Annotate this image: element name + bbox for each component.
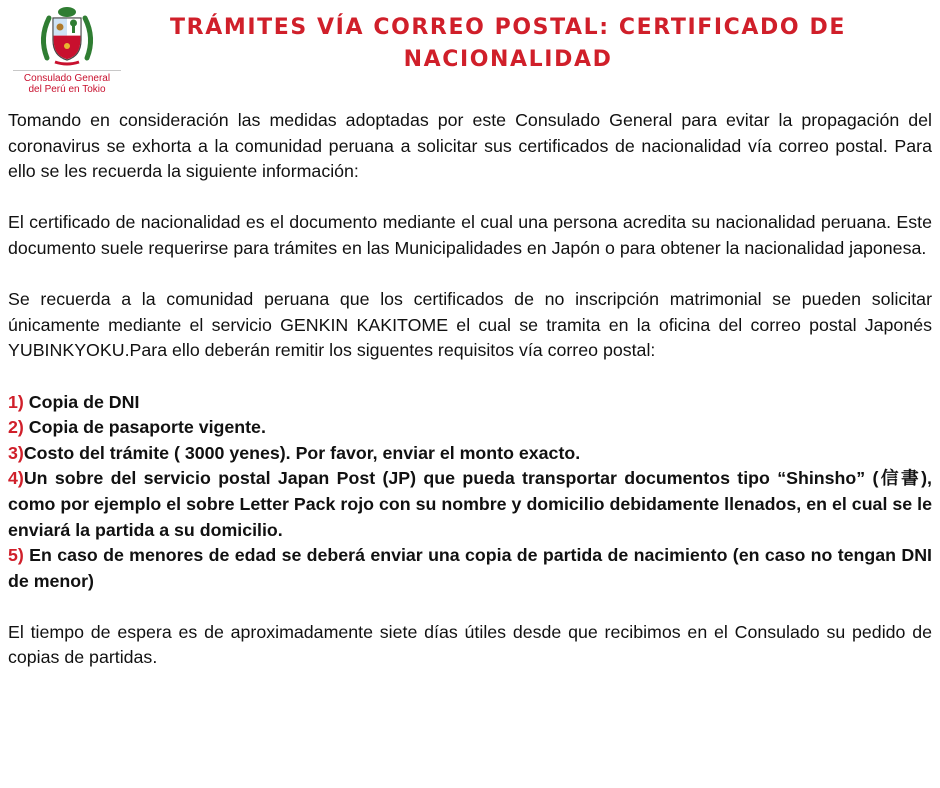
requirement-number: 4) <box>8 468 24 489</box>
consulate-logo <box>8 4 126 98</box>
requirements-list <box>8 390 932 595</box>
peru-coat-of-arms-icon <box>35 4 99 68</box>
requirement-text: En caso de menores de edad se deberá enviar una copia de partida de nacimiento (en caso no tengan DNI de menor) <box>8 545 932 591</box>
requirement-item <box>8 415 932 441</box>
requirement-item <box>8 543 932 594</box>
requirement-item <box>8 441 932 467</box>
page-title: TRÁMITES VÍA CORREO POSTAL: CERTIFICADO DE NACIONALIDAD <box>170 15 846 72</box>
requirement-number: 3) <box>8 442 24 463</box>
requirement-item <box>8 390 932 416</box>
requirement-text: Un sobre del servicio postal Japan Post (JP) que pueda transportar documentos tipo “Shinsho” (信書), como por ejemplo el sobre Letter Pack rojo con su nombre y domicilio debidamente llenados, en el cual se le enviará la partida a su domicilio. <box>8 468 932 540</box>
intro-paragraph: Tomando en consideración las medidas adoptadas por este Consulado General para evitar la propagación del coronavirus se exhorta a la comunidad peruana a solicitar sus certificados de nacionalidad vía correo postal. Para ello se les recuerda la siguiente información: <box>8 110 932 182</box>
procedure-paragraph: Se recuerda a la comunidad peruana que los certificados de no inscripción matrimonial se pueden solicitar únicamente mediante el servicio GENKIN KAKITOME el cual se tramita en la oficina del correo postal Japonés YUBINKYOKU.Para ello deberán remitir los siguentes requisitos vía correo postal: <box>8 289 932 361</box>
requirement-text: Copia de DNI <box>23 391 140 412</box>
requirement-number: 2) <box>8 417 24 438</box>
requirement-number: 5) <box>8 545 24 566</box>
requirement-text: Copia de pasaporte vigente. <box>23 417 266 438</box>
waiting-time-paragraph: El tiempo de espera es de aproximadamente siete días útiles desde que recibimos en el Consulado su pedido de copias de partidas. <box>8 621 932 668</box>
logo-line-2: del Perú en Tokio <box>28 84 106 95</box>
requirement-item <box>8 466 932 543</box>
logo-divider <box>13 70 121 71</box>
requirement-number: 1) <box>8 391 24 412</box>
requirement-text: Costo del trámite ( 3000 yenes). Por favor, enviar el monto exacto. <box>23 442 581 463</box>
document-body <box>8 108 932 697</box>
logo-line-1: Consulado General <box>23 73 111 84</box>
definition-paragraph: El certificado de nacionalidad es el documento mediante el cual una persona acredita su nacionalidad peruana. Este documento suele requerirse para trámites en las Municipalidades en Japón o para obtener la nacionalidad japonesa. <box>8 212 932 258</box>
